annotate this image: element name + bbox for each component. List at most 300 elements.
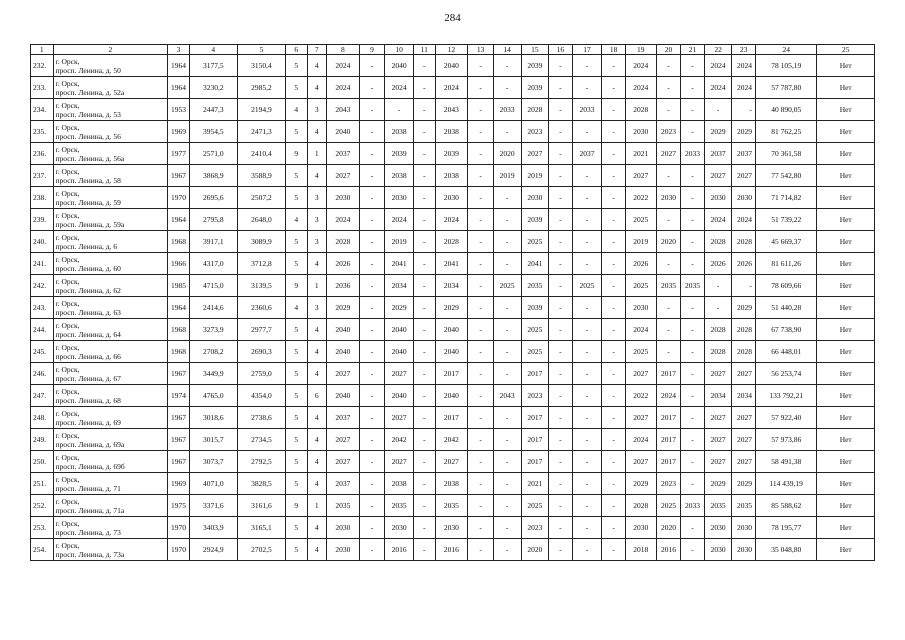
cell-col-3: 1964 bbox=[168, 55, 190, 77]
cell-col-17: - bbox=[572, 341, 602, 363]
cell-col-18: - bbox=[602, 495, 626, 517]
cell-col-13: - bbox=[468, 473, 494, 495]
cell-col-18: - bbox=[602, 473, 626, 495]
cell-col-21: - bbox=[681, 253, 705, 275]
table-body bbox=[31, 55, 875, 561]
cell-col-24: 114 439,19 bbox=[755, 473, 816, 495]
address-cell bbox=[53, 99, 168, 121]
cell-col-14: 2019 bbox=[493, 165, 521, 187]
cell-col-13: - bbox=[468, 363, 494, 385]
cell-col-3: 1953 bbox=[168, 99, 190, 121]
cell-col-8: 2030 bbox=[326, 187, 359, 209]
cell-col-19: 2027 bbox=[625, 363, 656, 385]
cell-col-23: 2024 bbox=[732, 209, 756, 231]
row-number: 243. bbox=[31, 297, 54, 319]
cell-col-13: - bbox=[468, 275, 494, 297]
address-cell bbox=[53, 385, 168, 407]
cell-col-9: - bbox=[359, 275, 385, 297]
address-city: г. Орск, bbox=[55, 430, 80, 440]
cell-col-12: 2039 bbox=[435, 143, 468, 165]
cell-col-13: - bbox=[468, 539, 494, 561]
cell-col-15: 2019 bbox=[521, 165, 549, 187]
cell-col-23: - bbox=[732, 99, 756, 121]
table-row bbox=[31, 473, 875, 495]
cell-col-23: 2029 bbox=[732, 297, 756, 319]
cell-col-11: - bbox=[414, 429, 436, 451]
address-street: просп. Ленина, д. 69б bbox=[55, 461, 125, 471]
cell-col-5: 2702,5 bbox=[237, 539, 285, 561]
cell-col-10: 2027 bbox=[385, 407, 414, 429]
cell-col-11: - bbox=[414, 165, 436, 187]
cell-col-15: 2039 bbox=[521, 55, 549, 77]
cell-col-9: - bbox=[359, 341, 385, 363]
cell-col-10: 2041 bbox=[385, 253, 414, 275]
cell-col-3: 1967 bbox=[168, 429, 190, 451]
cell-col-24: 81 762,25 bbox=[755, 121, 816, 143]
cell-col-4: 3403,9 bbox=[189, 517, 237, 539]
cell-col-5: 2690,3 bbox=[237, 341, 285, 363]
cell-col-8: 2024 bbox=[326, 209, 359, 231]
cell-col-18: - bbox=[602, 77, 626, 99]
cell-col-18: - bbox=[602, 341, 626, 363]
row-number: 237. bbox=[31, 165, 54, 187]
cell-col-17: - bbox=[572, 231, 602, 253]
address-cell bbox=[53, 231, 168, 253]
cell-col-6: 5 bbox=[286, 473, 308, 495]
cell-col-13: - bbox=[468, 231, 494, 253]
cell-col-19: 2024 bbox=[625, 429, 656, 451]
address-cell bbox=[53, 341, 168, 363]
cell-col-18: - bbox=[602, 165, 626, 187]
cell-col-21: - bbox=[681, 121, 705, 143]
column-header-2: 2 bbox=[53, 45, 168, 55]
cell-col-4: 3273,9 bbox=[189, 319, 237, 341]
cell-col-13: - bbox=[468, 209, 494, 231]
cell-col-23: 2027 bbox=[732, 363, 756, 385]
cell-col-6: 5 bbox=[286, 121, 308, 143]
cell-col-16: - bbox=[549, 473, 573, 495]
cell-col-22: 2028 bbox=[704, 319, 732, 341]
cell-col-16: - bbox=[549, 385, 573, 407]
cell-col-18: - bbox=[602, 187, 626, 209]
row-number: 254. bbox=[31, 539, 54, 561]
row-number: 235. bbox=[31, 121, 54, 143]
cell-col-5: 3139,5 bbox=[237, 275, 285, 297]
cell-col-23: 2037 bbox=[732, 143, 756, 165]
cell-col-21: - bbox=[681, 473, 705, 495]
cell-col-25: Нет bbox=[817, 187, 875, 209]
cell-col-11: - bbox=[414, 451, 436, 473]
cell-col-12: 2040 bbox=[435, 341, 468, 363]
row-number: 244. bbox=[31, 319, 54, 341]
address-cell bbox=[53, 539, 168, 561]
cell-col-15: 2020 bbox=[521, 539, 549, 561]
address-city: г. Орск, bbox=[55, 364, 80, 374]
cell-col-19: 2027 bbox=[625, 451, 656, 473]
cell-col-9: - bbox=[359, 231, 385, 253]
column-header-13: 13 bbox=[468, 45, 494, 55]
cell-col-5: 2792,5 bbox=[237, 451, 285, 473]
cell-col-15: 2028 bbox=[521, 99, 549, 121]
cell-col-17: - bbox=[572, 297, 602, 319]
table-row bbox=[31, 429, 875, 451]
cell-col-8: 2027 bbox=[326, 363, 359, 385]
row-number: 245. bbox=[31, 341, 54, 363]
address-city: г. Орск, bbox=[55, 474, 80, 484]
cell-col-21: 2033 bbox=[681, 143, 705, 165]
cell-col-12: 2038 bbox=[435, 473, 468, 495]
cell-col-7: 4 bbox=[307, 451, 326, 473]
cell-col-4: 3917,1 bbox=[189, 231, 237, 253]
cell-col-14: 2043 bbox=[493, 385, 521, 407]
table-row bbox=[31, 77, 875, 99]
address-city: г. Орск, bbox=[55, 320, 80, 330]
cell-col-14: - bbox=[493, 209, 521, 231]
cell-col-18: - bbox=[602, 99, 626, 121]
cell-col-4: 4715,0 bbox=[189, 275, 237, 297]
cell-col-13: - bbox=[468, 319, 494, 341]
cell-col-9: - bbox=[359, 209, 385, 231]
cell-col-20: - bbox=[656, 165, 681, 187]
cell-col-22: 2027 bbox=[704, 407, 732, 429]
cell-col-17: 2025 bbox=[572, 275, 602, 297]
cell-col-8: 2030 bbox=[326, 539, 359, 561]
cell-col-19: 2022 bbox=[625, 385, 656, 407]
cell-col-15: 2039 bbox=[521, 209, 549, 231]
address-street: просп. Ленина, д. 67 bbox=[55, 373, 121, 383]
cell-col-19: 2024 bbox=[625, 55, 656, 77]
cell-col-3: 1968 bbox=[168, 231, 190, 253]
table-row bbox=[31, 165, 875, 187]
cell-col-10: 2038 bbox=[385, 165, 414, 187]
address-city: г. Орск, bbox=[55, 100, 80, 110]
cell-col-9: - bbox=[359, 429, 385, 451]
cell-col-6: 5 bbox=[286, 231, 308, 253]
cell-col-3: 1970 bbox=[168, 539, 190, 561]
cell-col-5: 2648,0 bbox=[237, 209, 285, 231]
cell-col-17: - bbox=[572, 539, 602, 561]
cell-col-24: 57 922,40 bbox=[755, 407, 816, 429]
cell-col-4: 2414,6 bbox=[189, 297, 237, 319]
row-number: 240. bbox=[31, 231, 54, 253]
cell-col-21: - bbox=[681, 429, 705, 451]
table-row bbox=[31, 407, 875, 429]
cell-col-4: 3449,9 bbox=[189, 363, 237, 385]
cell-col-14: - bbox=[493, 539, 521, 561]
column-header-19: 19 bbox=[625, 45, 656, 55]
cell-col-17: - bbox=[572, 209, 602, 231]
cell-col-7: 4 bbox=[307, 407, 326, 429]
cell-col-16: - bbox=[549, 143, 573, 165]
cell-col-22: - bbox=[704, 99, 732, 121]
cell-col-11: - bbox=[414, 517, 436, 539]
cell-col-15: 2017 bbox=[521, 363, 549, 385]
cell-col-6: 5 bbox=[286, 363, 308, 385]
cell-col-4: 3018,6 bbox=[189, 407, 237, 429]
cell-col-14: - bbox=[493, 231, 521, 253]
cell-col-22: 2037 bbox=[704, 143, 732, 165]
cell-col-17: - bbox=[572, 451, 602, 473]
cell-col-21: - bbox=[681, 539, 705, 561]
cell-col-20: 2020 bbox=[656, 231, 681, 253]
cell-col-10: 2030 bbox=[385, 187, 414, 209]
cell-col-8: 2027 bbox=[326, 451, 359, 473]
cell-col-22: 2030 bbox=[704, 517, 732, 539]
cell-col-7: 4 bbox=[307, 341, 326, 363]
cell-col-24: 56 253,74 bbox=[755, 363, 816, 385]
cell-col-7: 3 bbox=[307, 209, 326, 231]
cell-col-23: 2024 bbox=[732, 55, 756, 77]
cell-col-16: - bbox=[549, 77, 573, 99]
cell-col-19: 2030 bbox=[625, 517, 656, 539]
cell-col-3: 1967 bbox=[168, 407, 190, 429]
cell-col-6: 5 bbox=[286, 451, 308, 473]
cell-col-9: - bbox=[359, 121, 385, 143]
cell-col-7: 4 bbox=[307, 165, 326, 187]
cell-col-24: 51 739,22 bbox=[755, 209, 816, 231]
cell-col-5: 2507,2 bbox=[237, 187, 285, 209]
cell-col-11: - bbox=[414, 341, 436, 363]
cell-col-23: 2027 bbox=[732, 429, 756, 451]
table-row bbox=[31, 539, 875, 561]
cell-col-14: - bbox=[493, 407, 521, 429]
cell-col-8: 2027 bbox=[326, 165, 359, 187]
cell-col-21: 2033 bbox=[681, 495, 705, 517]
cell-col-21: - bbox=[681, 363, 705, 385]
cell-col-6: 9 bbox=[286, 143, 308, 165]
address-street: просп. Ленина, д. 68 bbox=[55, 395, 121, 405]
cell-col-23: 2024 bbox=[732, 77, 756, 99]
cell-col-4: 2924,9 bbox=[189, 539, 237, 561]
cell-col-21: - bbox=[681, 517, 705, 539]
cell-col-4: 3015,7 bbox=[189, 429, 237, 451]
cell-col-14: - bbox=[493, 253, 521, 275]
cell-col-15: 2025 bbox=[521, 495, 549, 517]
cell-col-15: 2025 bbox=[521, 341, 549, 363]
column-header-24: 24 bbox=[755, 45, 816, 55]
address-cell bbox=[53, 363, 168, 385]
cell-col-16: - bbox=[549, 209, 573, 231]
cell-col-20: 2017 bbox=[656, 451, 681, 473]
cell-col-12: 2024 bbox=[435, 77, 468, 99]
cell-col-12: 2035 bbox=[435, 495, 468, 517]
housing-register-table bbox=[30, 44, 875, 561]
address-city: г. Орск, bbox=[55, 276, 80, 286]
cell-col-14: - bbox=[493, 297, 521, 319]
cell-col-21: - bbox=[681, 341, 705, 363]
cell-col-11: - bbox=[414, 187, 436, 209]
cell-col-16: - bbox=[549, 231, 573, 253]
cell-col-6: 5 bbox=[286, 341, 308, 363]
cell-col-15: 2041 bbox=[521, 253, 549, 275]
cell-col-10: 2040 bbox=[385, 319, 414, 341]
address-street: просп. Ленина, д. 73 bbox=[55, 527, 121, 537]
cell-col-15: 2030 bbox=[521, 187, 549, 209]
cell-col-12: 2040 bbox=[435, 55, 468, 77]
cell-col-25: Нет bbox=[817, 143, 875, 165]
cell-col-9: - bbox=[359, 473, 385, 495]
cell-col-11: - bbox=[414, 407, 436, 429]
cell-col-4: 4765,0 bbox=[189, 385, 237, 407]
cell-col-17: - bbox=[572, 319, 602, 341]
table-row bbox=[31, 363, 875, 385]
cell-col-5: 3150,4 bbox=[237, 55, 285, 77]
cell-col-9: - bbox=[359, 539, 385, 561]
cell-col-4: 2571,0 bbox=[189, 143, 237, 165]
address-cell bbox=[53, 407, 168, 429]
cell-col-19: 2025 bbox=[625, 341, 656, 363]
address-cell bbox=[53, 275, 168, 297]
column-header-3: 3 bbox=[168, 45, 190, 55]
cell-col-20: - bbox=[656, 297, 681, 319]
cell-col-20: - bbox=[656, 253, 681, 275]
cell-col-13: - bbox=[468, 407, 494, 429]
cell-col-10: 2016 bbox=[385, 539, 414, 561]
cell-col-22: 2024 bbox=[704, 209, 732, 231]
address-city: г. Орск, bbox=[55, 232, 80, 242]
cell-col-24: 85 588,62 bbox=[755, 495, 816, 517]
table-row bbox=[31, 517, 875, 539]
address-city: г. Орск, bbox=[55, 78, 80, 88]
cell-col-12: 2030 bbox=[435, 187, 468, 209]
cell-col-19: 2022 bbox=[625, 187, 656, 209]
cell-col-18: - bbox=[602, 385, 626, 407]
cell-col-15: 2023 bbox=[521, 517, 549, 539]
cell-col-10: 2040 bbox=[385, 55, 414, 77]
address-street: просп. Ленина, д. 60 bbox=[55, 263, 121, 273]
cell-col-19: 2021 bbox=[625, 143, 656, 165]
cell-col-23: 2029 bbox=[732, 121, 756, 143]
cell-col-7: 3 bbox=[307, 187, 326, 209]
table-row bbox=[31, 275, 875, 297]
cell-col-15: 2021 bbox=[521, 473, 549, 495]
cell-col-8: 2040 bbox=[326, 319, 359, 341]
cell-col-9: - bbox=[359, 297, 385, 319]
cell-col-19: 2025 bbox=[625, 209, 656, 231]
cell-col-11: - bbox=[414, 231, 436, 253]
cell-col-14: - bbox=[493, 77, 521, 99]
cell-col-8: 2024 bbox=[326, 77, 359, 99]
cell-col-11: - bbox=[414, 253, 436, 275]
cell-col-8: 2037 bbox=[326, 143, 359, 165]
cell-col-8: 2036 bbox=[326, 275, 359, 297]
address-cell bbox=[53, 187, 168, 209]
cell-col-6: 5 bbox=[286, 187, 308, 209]
cell-col-10: 2042 bbox=[385, 429, 414, 451]
cell-col-25: Нет bbox=[817, 253, 875, 275]
row-number: 253. bbox=[31, 517, 54, 539]
address-city: г. Орск, bbox=[55, 408, 80, 418]
cell-col-22: - bbox=[704, 297, 732, 319]
cell-col-3: 1968 bbox=[168, 341, 190, 363]
cell-col-23: 2035 bbox=[732, 495, 756, 517]
cell-col-8: 2040 bbox=[326, 121, 359, 143]
cell-col-20: - bbox=[656, 55, 681, 77]
cell-col-4: 2695,6 bbox=[189, 187, 237, 209]
column-header-14: 14 bbox=[493, 45, 521, 55]
cell-col-19: 2025 bbox=[625, 275, 656, 297]
cell-col-17: - bbox=[572, 495, 602, 517]
cell-col-23: 2030 bbox=[732, 187, 756, 209]
address-city: г. Орск, bbox=[55, 56, 80, 66]
cell-col-6: 4 bbox=[286, 209, 308, 231]
cell-col-17: - bbox=[572, 385, 602, 407]
cell-col-22: 2034 bbox=[704, 385, 732, 407]
cell-col-25: Нет bbox=[817, 385, 875, 407]
cell-col-20: 2016 bbox=[656, 539, 681, 561]
cell-col-12: 2042 bbox=[435, 429, 468, 451]
cell-col-20: - bbox=[656, 77, 681, 99]
cell-col-4: 4071,0 bbox=[189, 473, 237, 495]
address-street: просп. Ленина, д. 64 bbox=[55, 329, 121, 339]
address-cell bbox=[53, 495, 168, 517]
cell-col-14: 2020 bbox=[493, 143, 521, 165]
table-row bbox=[31, 187, 875, 209]
cell-col-23: 2028 bbox=[732, 319, 756, 341]
cell-col-23: - bbox=[732, 275, 756, 297]
cell-col-9: - bbox=[359, 517, 385, 539]
cell-col-18: - bbox=[602, 407, 626, 429]
cell-col-5: 3161,6 bbox=[237, 495, 285, 517]
cell-col-17: - bbox=[572, 429, 602, 451]
cell-col-5: 2360,6 bbox=[237, 297, 285, 319]
cell-col-25: Нет bbox=[817, 99, 875, 121]
cell-col-10: 2040 bbox=[385, 341, 414, 363]
cell-col-7: 4 bbox=[307, 517, 326, 539]
cell-col-15: 2017 bbox=[521, 407, 549, 429]
cell-col-5: 2977,7 bbox=[237, 319, 285, 341]
cell-col-22: 2024 bbox=[704, 55, 732, 77]
cell-col-18: - bbox=[602, 143, 626, 165]
cell-col-3: 1966 bbox=[168, 253, 190, 275]
cell-col-4: 2795,8 bbox=[189, 209, 237, 231]
cell-col-25: Нет bbox=[817, 55, 875, 77]
cell-col-13: - bbox=[468, 385, 494, 407]
cell-col-10: 2040 bbox=[385, 385, 414, 407]
cell-col-19: 2027 bbox=[625, 407, 656, 429]
cell-col-9: - bbox=[359, 77, 385, 99]
cell-col-5: 2734,5 bbox=[237, 429, 285, 451]
cell-col-22: 2026 bbox=[704, 253, 732, 275]
cell-col-22: 2029 bbox=[704, 121, 732, 143]
cell-col-15: 2035 bbox=[521, 275, 549, 297]
cell-col-25: Нет bbox=[817, 451, 875, 473]
cell-col-10: 2038 bbox=[385, 121, 414, 143]
cell-col-14: - bbox=[493, 341, 521, 363]
cell-col-18: - bbox=[602, 429, 626, 451]
column-header-5: 5 bbox=[237, 45, 285, 55]
cell-col-23: 2027 bbox=[732, 451, 756, 473]
cell-col-8: 2028 bbox=[326, 231, 359, 253]
cell-col-11: - bbox=[414, 143, 436, 165]
cell-col-7: 4 bbox=[307, 363, 326, 385]
column-number-row bbox=[31, 45, 875, 55]
row-number: 234. bbox=[31, 99, 54, 121]
cell-col-13: - bbox=[468, 187, 494, 209]
cell-col-22: 2030 bbox=[704, 539, 732, 561]
cell-col-10: 2019 bbox=[385, 231, 414, 253]
cell-col-5: 2410,4 bbox=[237, 143, 285, 165]
row-number: 239. bbox=[31, 209, 54, 231]
cell-col-9: - bbox=[359, 165, 385, 187]
cell-col-25: Нет bbox=[817, 209, 875, 231]
cell-col-7: 4 bbox=[307, 55, 326, 77]
cell-col-11: - bbox=[414, 55, 436, 77]
address-street: просп. Ленина, д. 53 bbox=[55, 109, 121, 119]
cell-col-24: 133 792,21 bbox=[755, 385, 816, 407]
address-city: г. Орск, bbox=[55, 122, 80, 132]
cell-col-13: - bbox=[468, 297, 494, 319]
